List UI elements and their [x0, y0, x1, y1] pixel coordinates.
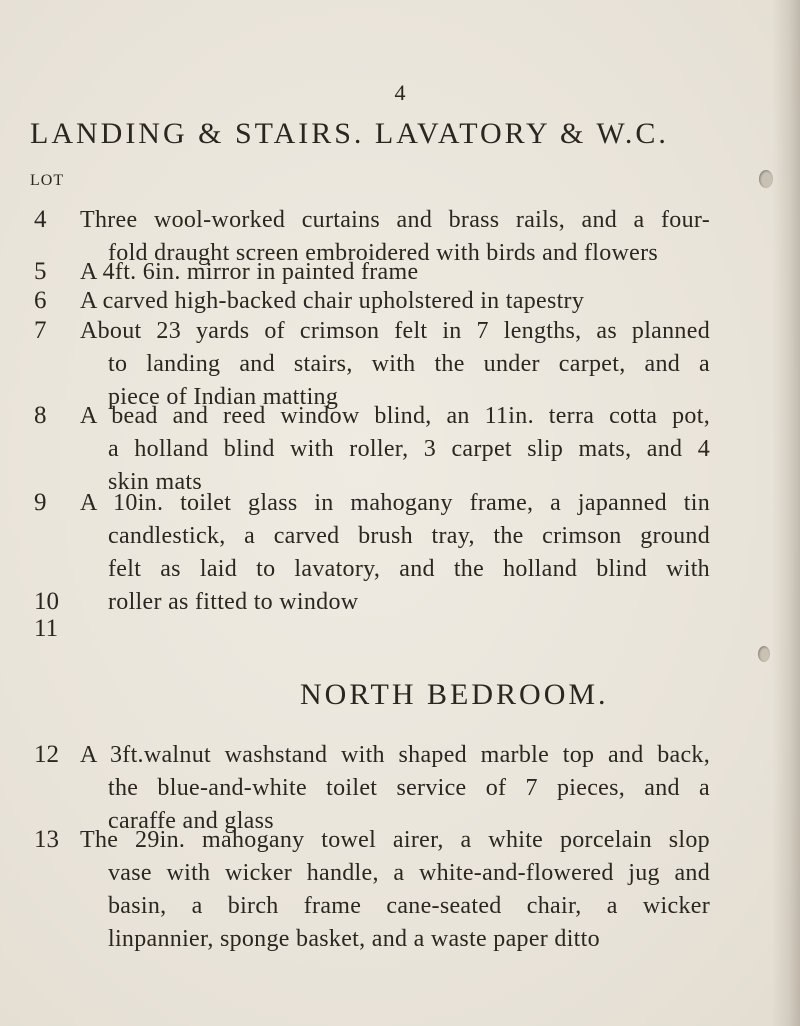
binding-hole — [758, 646, 770, 662]
lot-line: fold draught screen embroidered with birds and flowers — [108, 240, 659, 266]
lot-line: vase with wicker handle, a white-and-flowered jug and — [108, 860, 710, 886]
page-number: 4 — [394, 80, 406, 105]
lot-description — [80, 824, 710, 956]
lot-line: The 29in. mahogany towel airer, a white porcelain slop — [80, 827, 710, 853]
section-title-landing-stairs: LANDING & STAIRS. LAVATORY & W.C. — [30, 117, 669, 150]
lot-description — [80, 400, 710, 499]
lot-line: basin, a birch frame cane-seated chair, a wicker — [108, 893, 710, 919]
lot-line: skin mats — [108, 469, 203, 495]
lot-description — [80, 487, 710, 619]
lot-number: 6 — [34, 287, 47, 314]
lot-line: felt as laid to lavatory, and the holland blind with — [108, 556, 710, 582]
lot-number: 12 — [34, 741, 59, 768]
lot-line: A 4ft. 6in. mirror in painted frame — [80, 259, 419, 285]
lot-line: roller as fitted to window — [108, 589, 359, 615]
lot-line: Three wool-worked curtains and brass rails, and a four- — [80, 207, 710, 233]
page-edge-shadow — [772, 0, 800, 1026]
lot-number: 11 — [34, 615, 59, 642]
lot-line: linpannier, sponge basket, and a waste paper ditto — [108, 926, 600, 952]
lot-line: to landing and stairs, with the under carpet, and a — [108, 351, 710, 377]
lot-number: 7 — [34, 317, 47, 344]
lot-line: caraffe and glass — [108, 808, 274, 834]
lot-number: 4 — [34, 206, 47, 233]
lot-line: A bead and reed window blind, an 11in. terra cotta pot, — [80, 403, 710, 429]
lot-line: A carved high-backed chair upholstered in tapestry — [80, 288, 585, 314]
lot-column-header: LOT — [30, 172, 65, 189]
lot-number: 13 — [34, 826, 59, 853]
lot-line: the blue-and-white toilet service of 7 pieces, and a — [108, 775, 710, 801]
lot-line: About 23 yards of crimson felt in 7 lengths, as planned — [80, 318, 710, 344]
lot-number: 5 — [34, 258, 47, 285]
lot-number: 9 — [34, 489, 47, 516]
lot-line: a holland blind with roller, 3 carpet slip mats, and 4 — [108, 436, 710, 462]
lot-line: candlestick, a carved brush tray, the crimson ground — [108, 523, 710, 549]
lot-line: A 10in. toilet glass in mahogany frame, a japanned tin — [80, 490, 710, 516]
lot-line: piece of Indian matting — [108, 384, 339, 410]
lot-description — [80, 285, 710, 318]
lot-number: 8 — [34, 402, 47, 429]
binding-hole — [759, 170, 773, 188]
lot-line: A 3ft.walnut washstand with shaped marble top and back, — [80, 742, 710, 768]
lot-number: 10 — [34, 588, 59, 615]
section-title-north-bedroom: NORTH BEDROOM. — [300, 678, 609, 711]
